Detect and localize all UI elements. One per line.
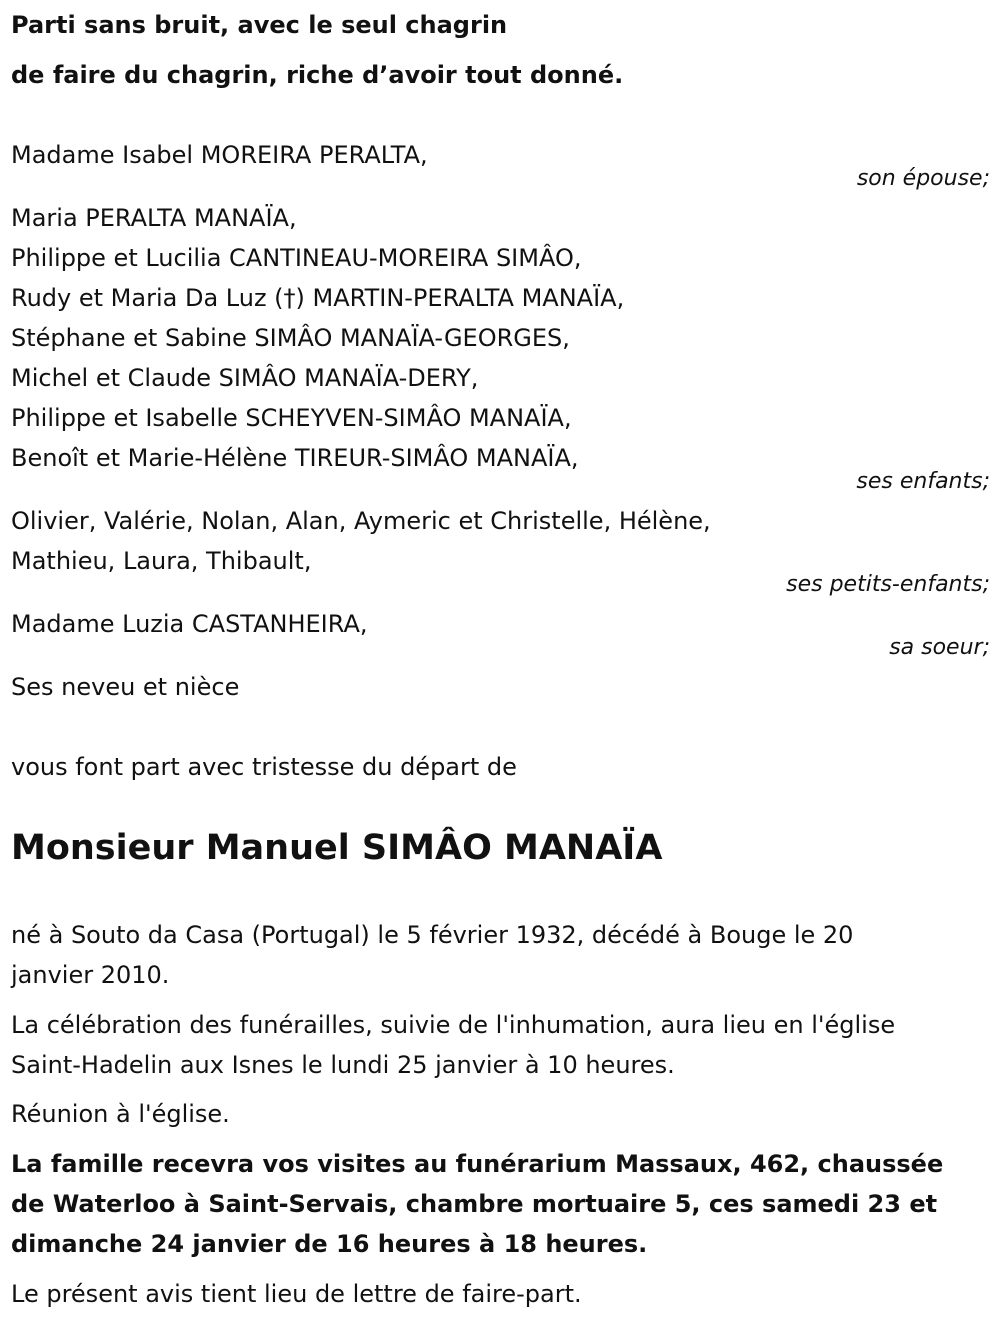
child-line: Rudy et Maria Da Luz (†) MARTIN-PERALTA MANAÏA, (11, 284, 625, 312)
birth-death-line-2: janvier 2010. (11, 961, 170, 989)
sister-name: Madame Luzia CASTANHEIRA, (11, 610, 368, 638)
child-line: Maria PERALTA MANAÏA, (11, 204, 297, 232)
child-line: Philippe et Lucilia CANTINEAU-MOREIRA SIMÂO, (11, 244, 582, 272)
visits-line-1: La famille recevra vos visites au funérarium Massaux, 462, chaussée (11, 1150, 944, 1178)
child-line: Benoît et Marie-Hélène TIREUR-SIMÂO MANAÏA, (11, 444, 579, 472)
epitaph-line-2: de faire du chagrin, riche d’avoir tout donné. (11, 61, 624, 89)
spouse-role: son épouse; (856, 166, 990, 191)
birth-death-line-1: né à Souto da Casa (Portugal) le 5 février 1932, décédé à Bouge le 20 (11, 921, 854, 949)
child-line: Philippe et Isabelle SCHEYVEN-SIMÂO MANAÏA, (11, 404, 572, 432)
ceremony-line-2: Saint-Hadelin aux Isnes le lundi 25 janvier à 10 heures. (11, 1051, 675, 1079)
announcement: vous font part avec tristesse du départ de (11, 753, 517, 781)
ceremony-line-1: La célébration des funérailles, suivie de l'inhumation, aura lieu en l'église (11, 1011, 896, 1039)
children-role: ses enfants; (856, 469, 990, 494)
visits-line-2: de Waterloo à Saint-Servais, chambre mortuaire 5, ces samedi 23 et (11, 1190, 938, 1218)
grandchildren-line-1: Olivier, Valérie, Nolan, Alan, Aymeric et Christelle, Hélène, (11, 507, 711, 535)
nephews-line: Ses neveu et nièce (11, 673, 240, 701)
grandchildren-line-2: Mathieu, Laura, Thibault, (11, 547, 312, 575)
reunion-line: Réunion à l'église. (11, 1100, 230, 1128)
grandchildren-role: ses petits-enfants; (786, 572, 990, 597)
epitaph-line-1: Parti sans bruit, avec le seul chagrin (11, 11, 508, 39)
sister-role: sa soeur; (889, 635, 990, 660)
spouse-name: Madame Isabel MOREIRA PERALTA, (11, 141, 428, 169)
child-line: Michel et Claude SIMÂO MANAÏA-DERY, (11, 364, 479, 392)
deceased-name: Monsieur Manuel SIMÂO MANAÏA (11, 828, 663, 868)
visits-line-3: dimanche 24 janvier de 16 heures à 18 heures. (11, 1230, 648, 1258)
closing-line: Le présent avis tient lieu de lettre de faire-part. (11, 1280, 582, 1308)
child-line: Stéphane et Sabine SIMÂO MANAÏA-GEORGES, (11, 324, 570, 352)
